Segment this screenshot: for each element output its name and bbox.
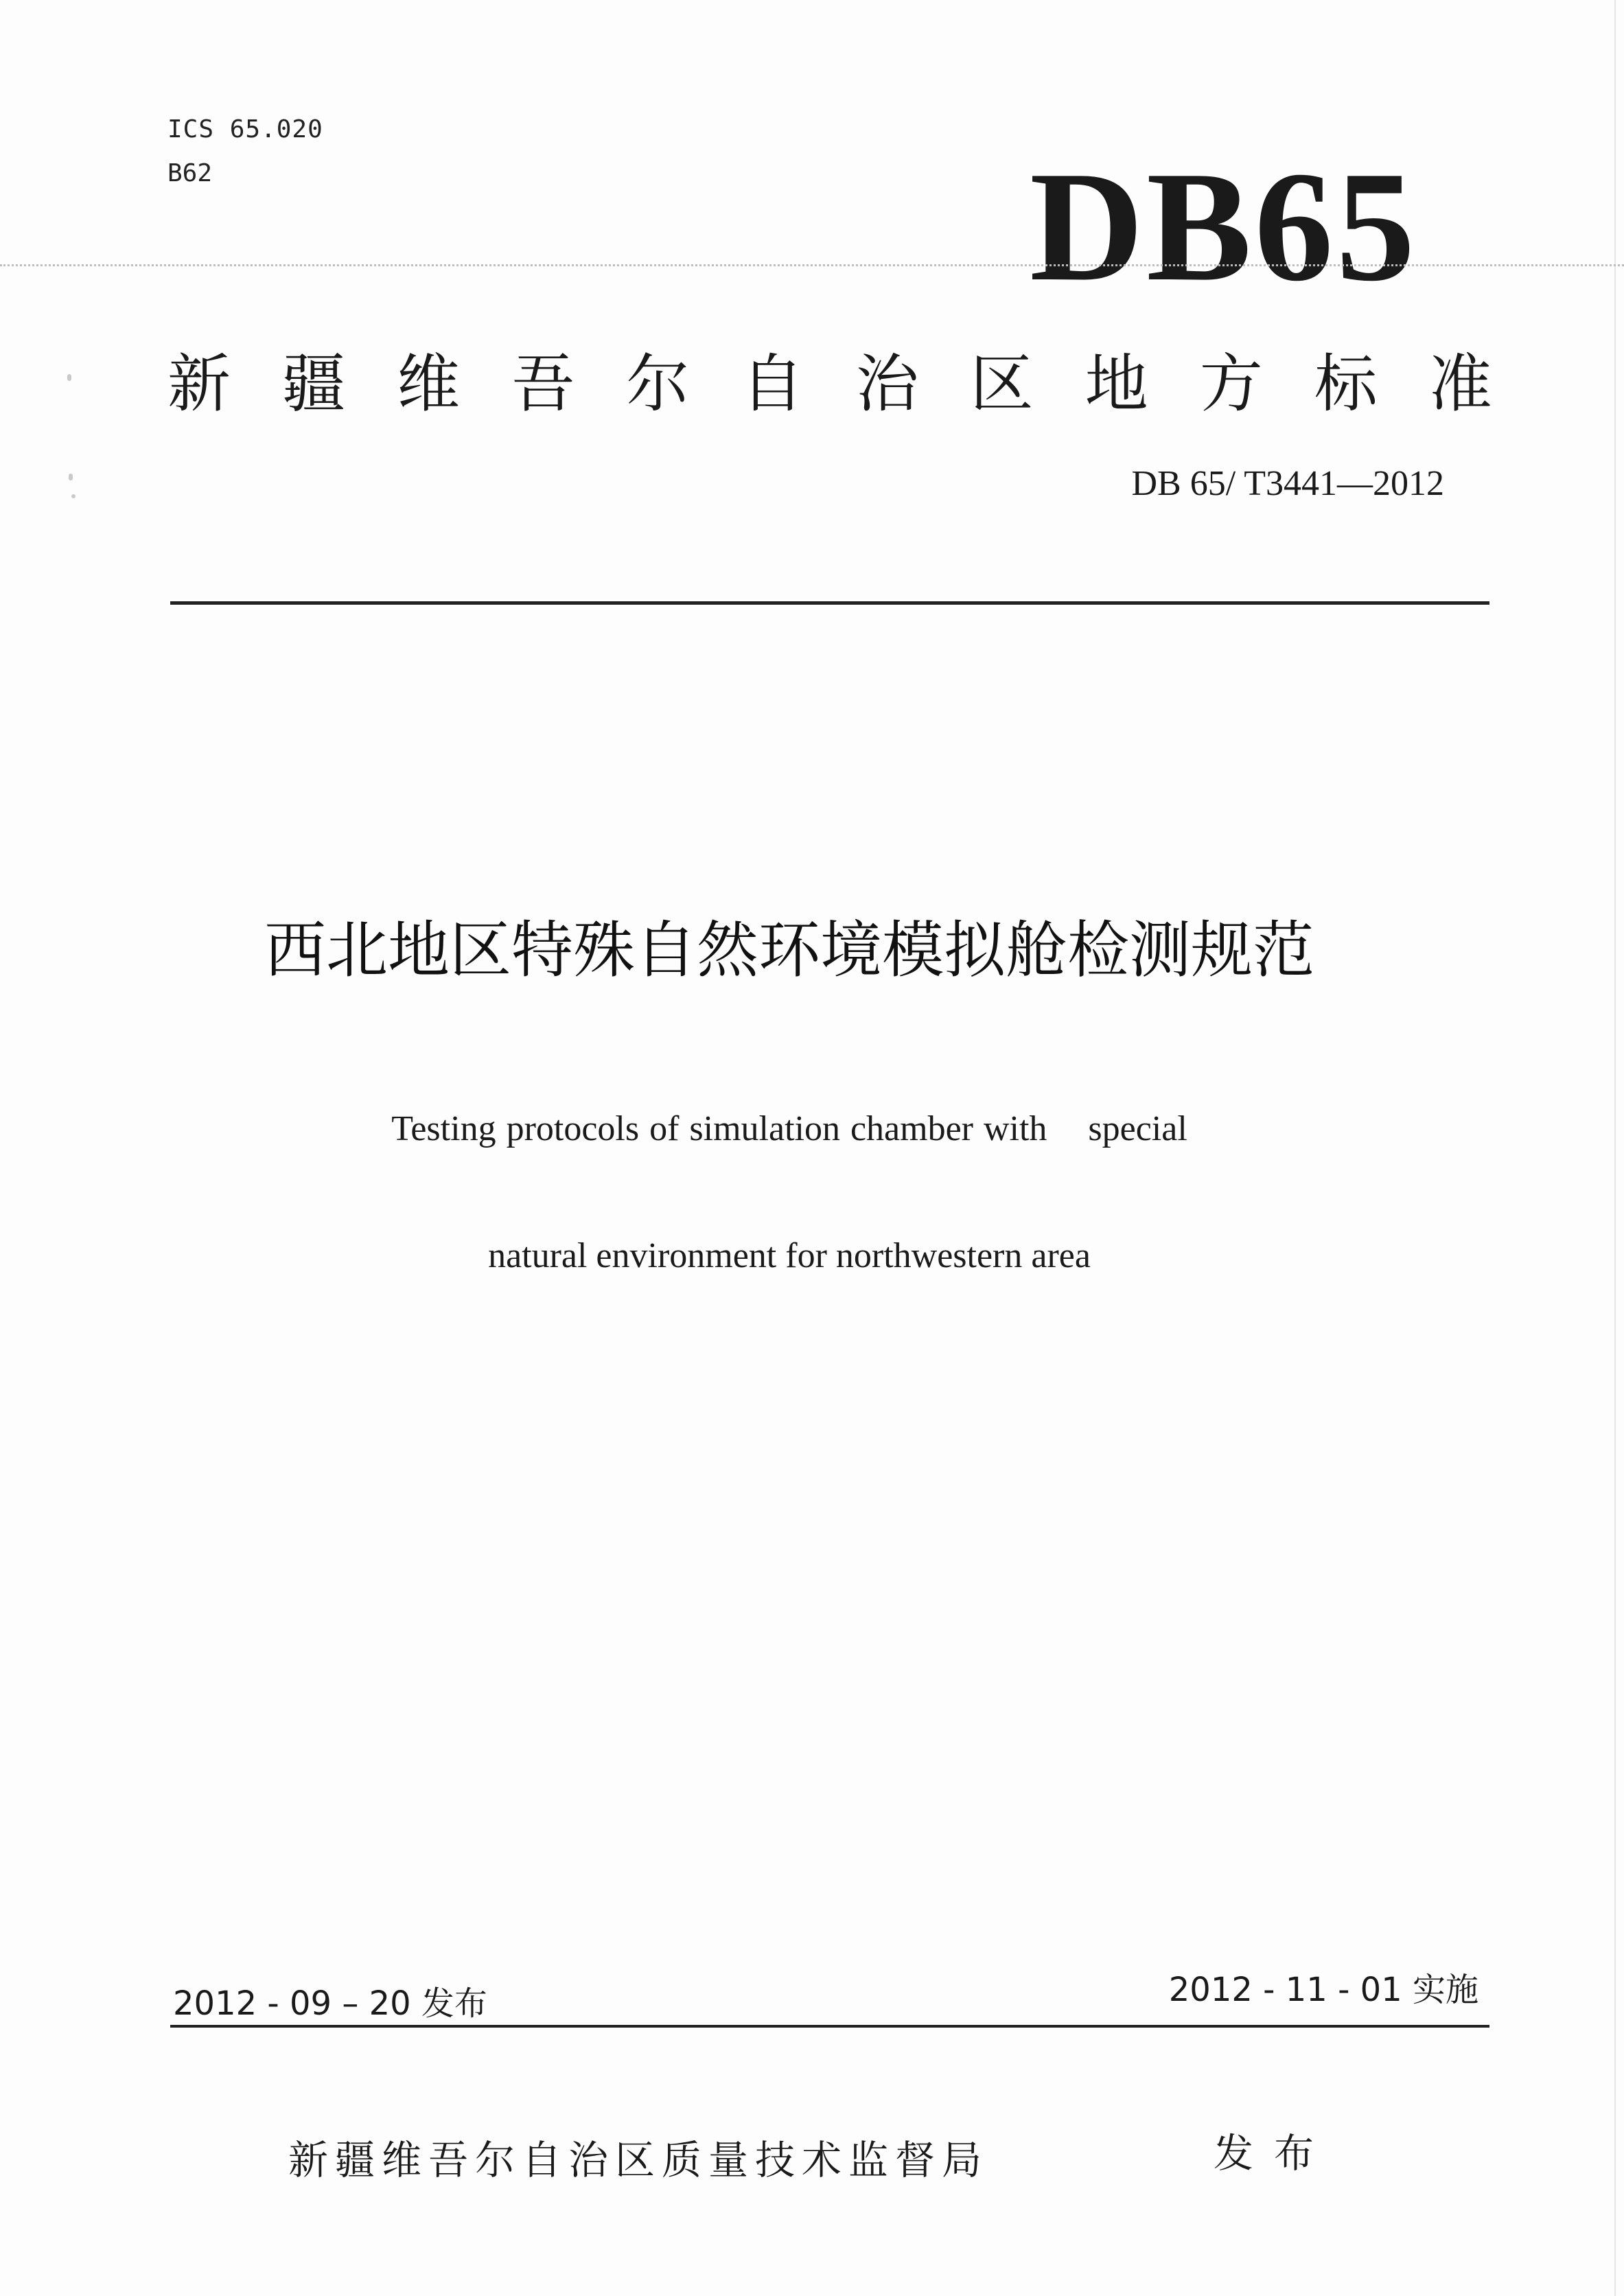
scan-speck [67, 374, 71, 381]
title-english-line-1: Testing protocols of simulation chamber with special [391, 1109, 1187, 1148]
standard-number: DB 65/ T3441—2012 [1131, 464, 1444, 503]
category-char: 吾 [511, 347, 575, 421]
title-chinese: 西北地区特殊自然环境模拟舱检测规范 [264, 914, 1314, 986]
issue-date: 2012 - 09 – 20 发布 [173, 1984, 487, 2023]
category-char: 方 [1199, 347, 1263, 421]
category-char: 治 [855, 347, 919, 421]
category-char: 尔 [626, 347, 690, 421]
footer-rule [170, 2025, 1489, 2028]
category-char: 地 [1084, 347, 1148, 421]
publisher-name: 新疆维吾尔自治区质量技术监督局 [288, 2137, 989, 2183]
category-char: 标 [1314, 347, 1378, 421]
header-rule [170, 601, 1489, 605]
category-char: 自 [741, 347, 804, 421]
scan-speck [69, 474, 73, 480]
category-char: 区 [970, 347, 1034, 421]
category-char: 准 [1428, 347, 1492, 421]
scan-speck [71, 494, 76, 498]
category-char: 疆 [282, 347, 346, 421]
standard-category [167, 347, 1492, 422]
db-logo: DB65 [1030, 139, 1418, 314]
top-dotted-rule [0, 264, 1624, 266]
implementation-date: 2012 - 11 - 01 实施 [1168, 1971, 1478, 2009]
category-char: 维 [397, 347, 461, 421]
ics-code: ICS 65.020 [167, 115, 323, 143]
ccs-code: B62 [167, 159, 213, 187]
title-english-line-2: natural environment for northwestern area [488, 1236, 1091, 1275]
publish-label: 发布 [1214, 2130, 1335, 2177]
scan-edge [1614, 0, 1616, 2296]
category-char: 新 [167, 347, 231, 421]
